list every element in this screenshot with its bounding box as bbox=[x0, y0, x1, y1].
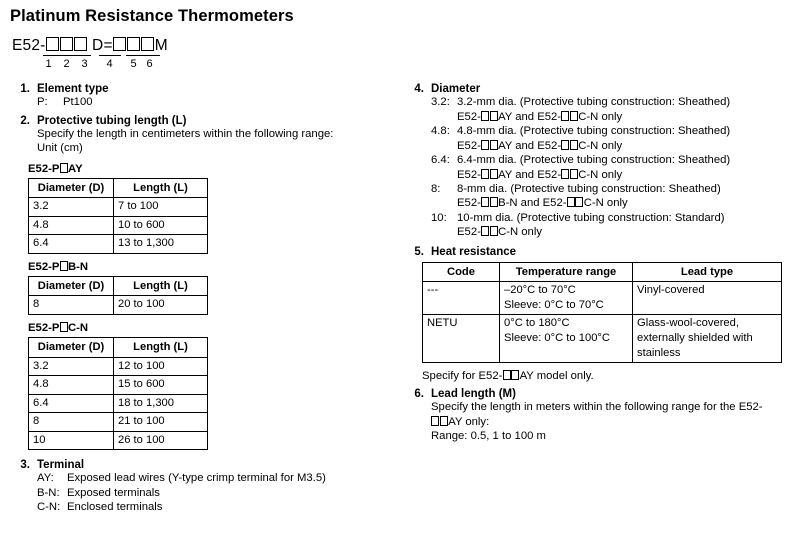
definition-key: C-N: bbox=[37, 501, 61, 514]
page-title: Platinum Resistance Thermometers bbox=[10, 7, 294, 25]
section-heading bbox=[404, 388, 794, 400]
definition-key: 4.8: bbox=[431, 125, 450, 138]
placeholder-box bbox=[113, 37, 126, 51]
diameter-entry-models bbox=[457, 225, 794, 239]
placeholder-box bbox=[490, 197, 498, 207]
placeholder-box bbox=[570, 111, 578, 121]
left-column bbox=[10, 78, 400, 514]
marker-rule-group2 bbox=[99, 55, 121, 56]
marker-2: 2 bbox=[63, 58, 70, 71]
model-middle: AY and E52- bbox=[498, 139, 562, 152]
placeholder-box bbox=[567, 197, 575, 207]
temperature-line: 0°C to 180°C bbox=[504, 317, 570, 330]
cell-length: 7 to 100 bbox=[114, 198, 208, 217]
placeholder-box bbox=[141, 37, 154, 51]
definition-row bbox=[37, 95, 400, 109]
table-row bbox=[29, 216, 208, 235]
cell-diameter: 8 bbox=[29, 413, 114, 432]
cell-diameter: 8 bbox=[29, 296, 114, 315]
line-suffix: AY only: bbox=[448, 415, 490, 428]
definition-value: 10-mm dia. (Protective tubing construction: Standard) bbox=[457, 211, 725, 224]
definition-key: AY: bbox=[37, 472, 54, 485]
cell-diameter: 3.2 bbox=[29, 357, 114, 376]
definition-value: 6.4-mm dia. (Protective tubing construction: Sheathed) bbox=[457, 154, 731, 167]
line-prefix: Specify the length in meters within the following range for the E52- bbox=[431, 401, 763, 414]
table-row bbox=[29, 394, 208, 413]
model-prefix: E52- bbox=[457, 226, 481, 239]
length-table-ay bbox=[28, 178, 208, 254]
cell-diameter: 6.4 bbox=[29, 235, 114, 254]
placeholder-box bbox=[481, 197, 489, 207]
placeholder-box bbox=[74, 37, 87, 51]
section-title: Lead length (M) bbox=[431, 388, 516, 401]
table-label-ay bbox=[28, 163, 400, 175]
diameter-entry-models bbox=[457, 139, 794, 153]
cell-diameter: 4.8 bbox=[29, 376, 114, 395]
section-heading bbox=[404, 246, 794, 258]
definition-value: 3.2-mm dia. (Protective tubing construction: Sheathed) bbox=[457, 96, 731, 109]
diameter-entry bbox=[431, 124, 794, 138]
section-title: Element type bbox=[37, 83, 109, 96]
model-prefix: E52- bbox=[457, 110, 481, 123]
section-number: 2. bbox=[20, 114, 30, 127]
document-page bbox=[0, 7, 800, 536]
definition-value: Enclosed terminals bbox=[67, 501, 163, 514]
section-heading bbox=[10, 83, 400, 95]
right-column bbox=[404, 78, 794, 443]
marker-4: 4 bbox=[106, 58, 113, 71]
cell-diameter: 10 bbox=[29, 431, 114, 450]
cell-lead-type bbox=[633, 282, 782, 315]
cell-length: 15 to 600 bbox=[114, 376, 208, 395]
diameter-entry bbox=[431, 153, 794, 167]
placeholder-box bbox=[127, 37, 140, 51]
model-code-prefix: E52- bbox=[12, 37, 46, 54]
instruction-line: Specify the length in centimeters within the following range: bbox=[37, 127, 334, 140]
table-header-row bbox=[29, 276, 208, 296]
section-title: Terminal bbox=[37, 459, 85, 472]
section-protective-tubing-length bbox=[10, 115, 400, 451]
label-prefix: E52-P bbox=[28, 260, 60, 273]
section-title: Diameter bbox=[431, 83, 481, 96]
placeholder-box bbox=[561, 169, 569, 179]
table-header-row bbox=[29, 178, 208, 198]
section-number: 3. bbox=[20, 459, 30, 472]
marker-6: 6 bbox=[146, 58, 153, 71]
temperature-line: –20°C to 70°C bbox=[504, 284, 576, 297]
model-prefix: E52- bbox=[457, 168, 481, 181]
table-label-cn bbox=[28, 322, 400, 334]
column-header-length: Length (L) bbox=[114, 276, 208, 296]
cell-length: 13 to 1,300 bbox=[114, 235, 208, 254]
definition-key: P: bbox=[37, 96, 48, 109]
section-diameter bbox=[404, 83, 794, 240]
column-header-diameter: Diameter (D) bbox=[29, 338, 114, 358]
length-table-cn bbox=[28, 337, 208, 450]
cell-temperature-range bbox=[500, 282, 633, 315]
table-header-row bbox=[29, 338, 208, 358]
placeholder-box bbox=[490, 111, 498, 121]
definition-key: B-N: bbox=[37, 486, 60, 499]
label-prefix: E52-P bbox=[28, 322, 60, 334]
definition-key: 6.4: bbox=[431, 154, 450, 167]
cell-diameter: 6.4 bbox=[29, 394, 114, 413]
section-body bbox=[431, 400, 794, 443]
model-post: C-N only bbox=[578, 139, 623, 152]
model-middle: C-N only bbox=[498, 226, 543, 239]
section-number: 1. bbox=[20, 83, 30, 96]
placeholder-box bbox=[575, 197, 583, 207]
model-code-middle: D= bbox=[87, 37, 113, 54]
model-prefix: E52- bbox=[457, 139, 481, 152]
cell-diameter: 3.2 bbox=[29, 198, 114, 217]
lead-length-range: Range: 0.5, 1 to 100 m bbox=[431, 430, 546, 443]
section-body bbox=[37, 471, 400, 514]
marker-rule-group3 bbox=[126, 55, 160, 56]
definition-row bbox=[37, 486, 400, 500]
table-row bbox=[423, 282, 782, 315]
cell-code: NETU bbox=[423, 315, 500, 363]
placeholder-box bbox=[490, 140, 498, 150]
placeholder-box bbox=[481, 169, 489, 179]
marker-5: 5 bbox=[130, 58, 137, 71]
label-suffix: B-N bbox=[68, 260, 89, 273]
model-middle: AY and E52- bbox=[498, 168, 562, 181]
section-number: 6. bbox=[414, 388, 424, 401]
cell-lead-type bbox=[633, 315, 782, 363]
table-label-bn bbox=[28, 261, 400, 273]
section-body bbox=[37, 127, 400, 156]
placeholder-box bbox=[481, 226, 489, 236]
model-middle: B-N and E52- bbox=[498, 197, 567, 210]
marker-3: 3 bbox=[81, 58, 88, 71]
table-row bbox=[423, 315, 782, 363]
note-prefix: Specify for E52- bbox=[422, 370, 503, 383]
table-row bbox=[29, 431, 208, 450]
diameter-entry-models bbox=[457, 168, 794, 182]
column-header-diameter: Diameter (D) bbox=[29, 178, 114, 198]
lead-line: externally shielded with bbox=[637, 332, 753, 345]
lead-line: Glass-wool-covered, bbox=[637, 317, 739, 330]
placeholder-box bbox=[561, 140, 569, 150]
section-number: 5. bbox=[414, 245, 424, 258]
label-prefix: E52-P bbox=[28, 162, 60, 175]
section-number: 4. bbox=[414, 83, 424, 96]
definition-key: 3.2: bbox=[431, 96, 450, 109]
column-header-code: Code bbox=[423, 262, 500, 282]
column-header-diameter: Diameter (D) bbox=[29, 276, 114, 296]
column-header-length: Length (L) bbox=[114, 178, 208, 198]
column-header-lead-type: Lead type bbox=[633, 262, 782, 282]
instruction-line: Unit (cm) bbox=[37, 142, 83, 155]
section-element-type bbox=[10, 83, 400, 109]
section-heat-resistance bbox=[404, 246, 794, 382]
table-row bbox=[29, 198, 208, 217]
section-body bbox=[431, 95, 794, 240]
section-heading bbox=[10, 459, 400, 471]
table-header-row bbox=[423, 262, 782, 282]
model-code-line bbox=[12, 37, 800, 54]
placeholder-box bbox=[511, 370, 519, 380]
length-table-bn bbox=[28, 276, 208, 315]
placeholder-box bbox=[481, 140, 489, 150]
lead-line: stainless bbox=[637, 346, 681, 359]
placeholder-box bbox=[60, 322, 68, 332]
placeholder-box bbox=[570, 140, 578, 150]
label-suffix: AY bbox=[68, 162, 83, 175]
lead-length-line1-cont bbox=[431, 415, 794, 429]
temperature-line: Sleeve: 0°C to 70°C bbox=[504, 298, 604, 311]
cell-length: 21 to 100 bbox=[114, 413, 208, 432]
model-post: C-N only bbox=[578, 110, 623, 123]
diameter-entry-models bbox=[457, 110, 794, 124]
section-heading bbox=[404, 83, 794, 95]
definition-key: 10: bbox=[431, 211, 447, 224]
table-row bbox=[29, 235, 208, 254]
cell-length: 26 to 100 bbox=[114, 431, 208, 450]
cell-length: 18 to 1,300 bbox=[114, 394, 208, 413]
diameter-entry bbox=[431, 95, 794, 109]
model-code-markers bbox=[12, 54, 800, 74]
marker-rule-group1 bbox=[43, 55, 91, 56]
placeholder-box bbox=[431, 416, 439, 426]
definition-key: 8: bbox=[431, 182, 441, 195]
cell-length: 10 to 600 bbox=[114, 216, 208, 235]
placeholder-box bbox=[60, 261, 68, 271]
lead-length-line1 bbox=[431, 400, 794, 414]
column-header-temperature-range: Temperature range bbox=[500, 262, 633, 282]
note-suffix: AY model only. bbox=[519, 370, 594, 383]
definition-value: 4.8-mm dia. (Protective tubing construction: Sheathed) bbox=[457, 125, 731, 138]
placeholder-box bbox=[60, 163, 68, 173]
diameter-entry-models bbox=[457, 196, 794, 210]
definition-value: Pt100 bbox=[63, 96, 93, 109]
definition-value: 8-mm dia. (Protective tubing construction: Sheathed) bbox=[457, 182, 721, 195]
table-row bbox=[29, 296, 208, 315]
table-row bbox=[29, 413, 208, 432]
placeholder-box bbox=[46, 37, 59, 51]
model-middle: AY and E52- bbox=[498, 110, 562, 123]
diameter-entry bbox=[431, 211, 794, 225]
model-post: C-N only bbox=[578, 168, 623, 181]
model-post: C-N only bbox=[583, 197, 628, 210]
column-header-length: Length (L) bbox=[114, 338, 208, 358]
model-code-suffix: M bbox=[154, 37, 168, 54]
table-row bbox=[29, 376, 208, 395]
section-terminal bbox=[10, 459, 400, 514]
section-title: Heat resistance bbox=[431, 245, 517, 258]
placeholder-box bbox=[570, 169, 578, 179]
heat-resistance-note bbox=[422, 370, 794, 382]
placeholder-box bbox=[490, 226, 498, 236]
temperature-line: Sleeve: 0°C to 100°C bbox=[504, 332, 610, 345]
label-suffix: C-N bbox=[68, 322, 89, 334]
section-title: Protective tubing length (L) bbox=[37, 114, 187, 127]
lead-line: Vinyl-covered bbox=[637, 284, 705, 297]
definition-value: Exposed terminals bbox=[67, 486, 160, 499]
definition-row bbox=[37, 500, 400, 514]
section-heading bbox=[10, 115, 400, 127]
placeholder-box bbox=[481, 111, 489, 121]
table-row bbox=[29, 357, 208, 376]
section-lead-length bbox=[404, 388, 794, 443]
cell-code: --- bbox=[423, 282, 500, 315]
diameter-entry bbox=[431, 182, 794, 196]
placeholder-box bbox=[60, 37, 73, 51]
cell-diameter: 4.8 bbox=[29, 216, 114, 235]
definition-value: Exposed lead wires (Y-type crimp terminal for M3.5) bbox=[67, 472, 326, 485]
cell-temperature-range bbox=[500, 315, 633, 363]
cell-length: 20 to 100 bbox=[114, 296, 208, 315]
placeholder-box bbox=[490, 169, 498, 179]
placeholder-box bbox=[440, 416, 448, 426]
model-prefix: E52- bbox=[457, 197, 481, 210]
placeholder-box bbox=[561, 111, 569, 121]
definition-row bbox=[37, 471, 400, 485]
cell-length: 12 to 100 bbox=[114, 357, 208, 376]
heat-resistance-table bbox=[422, 262, 782, 363]
section-body bbox=[37, 95, 400, 109]
marker-1: 1 bbox=[45, 58, 52, 71]
placeholder-box bbox=[503, 370, 511, 380]
